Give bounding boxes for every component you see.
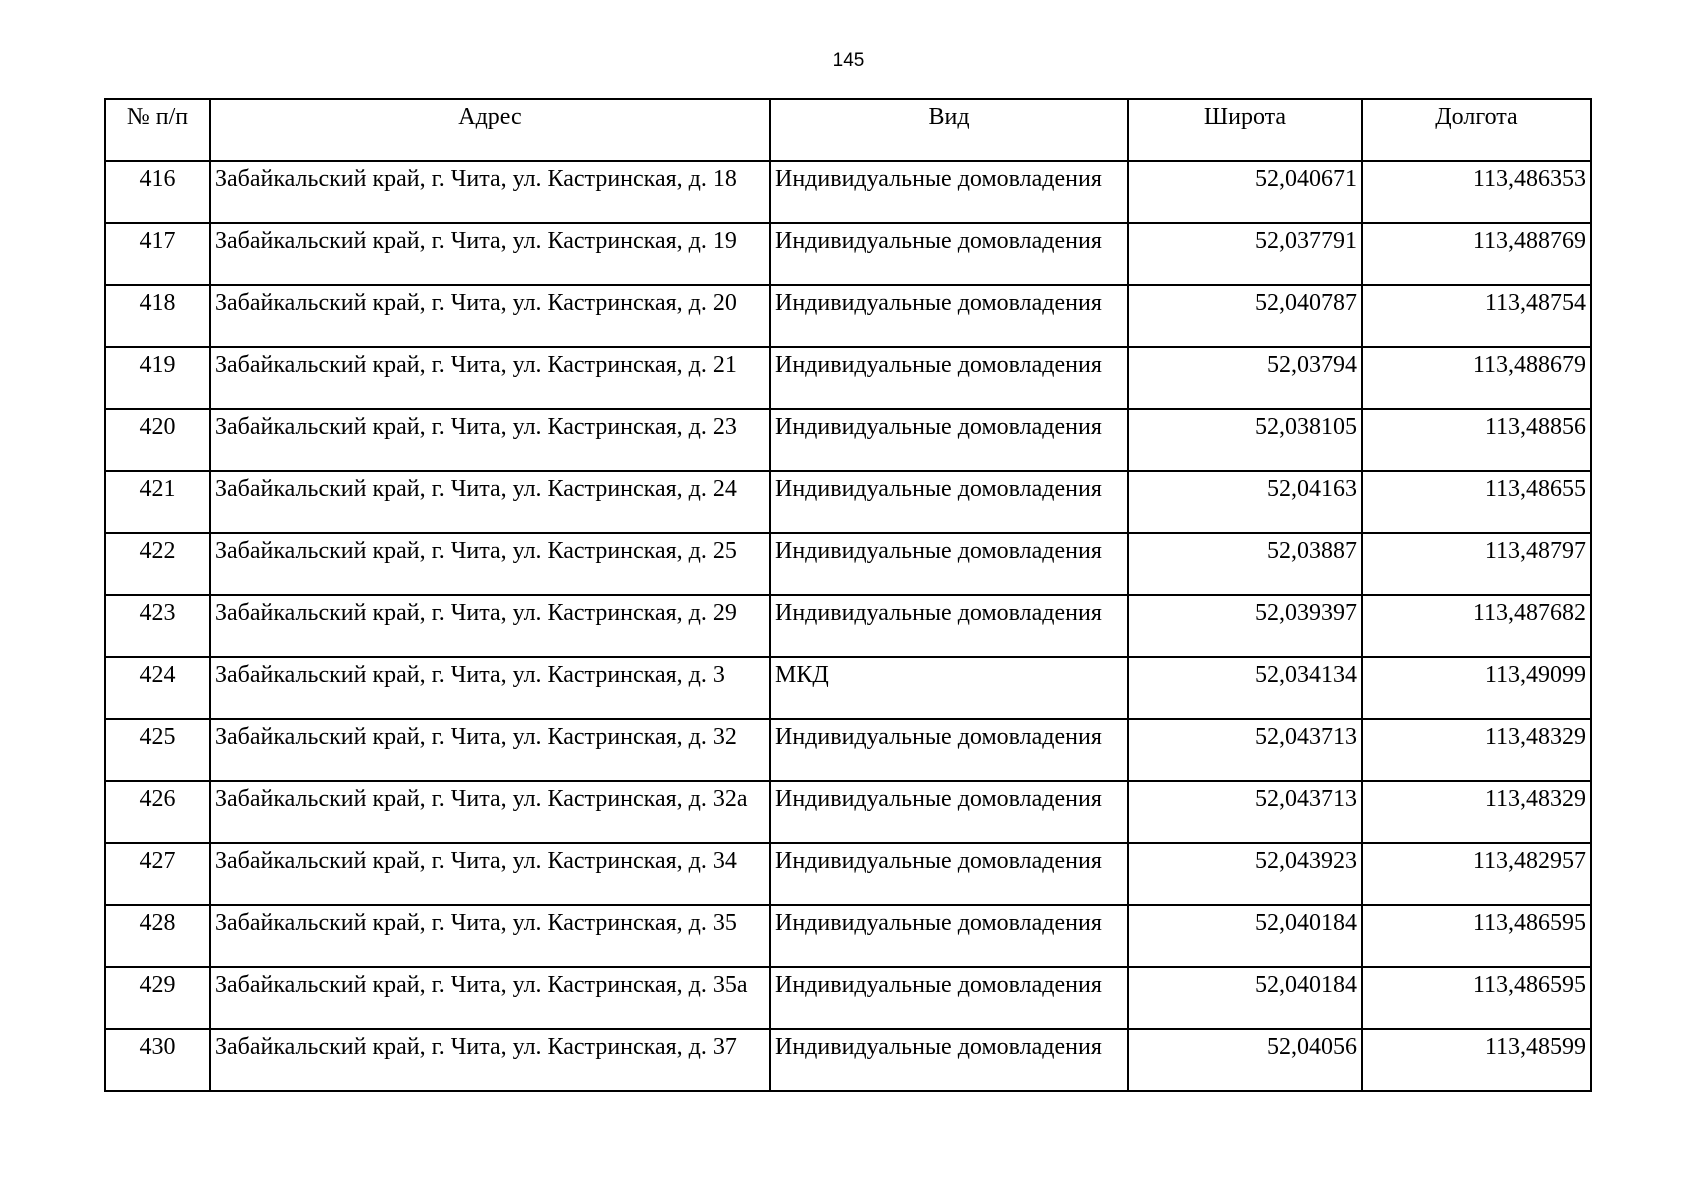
cell-num: 425 (105, 719, 210, 781)
cell-num: 417 (105, 223, 210, 285)
cell-lon: 113,486595 (1362, 905, 1591, 967)
cell-lon: 113,48797 (1362, 533, 1591, 595)
cell-lat: 52,04056 (1128, 1029, 1362, 1091)
cell-lat: 52,040184 (1128, 905, 1362, 967)
cell-lat: 52,043923 (1128, 843, 1362, 905)
cell-address: Забайкальский край, г. Чита, ул. Кастринская, д. 25 (210, 533, 770, 595)
cell-lat: 52,040671 (1128, 161, 1362, 223)
cell-address: Забайкальский край, г. Чита, ул. Кастринская, д. 24 (210, 471, 770, 533)
cell-type: Индивидуальные домовладения (770, 533, 1128, 595)
cell-type: Индивидуальные домовладения (770, 843, 1128, 905)
cell-type: Индивидуальные домовладения (770, 781, 1128, 843)
table-row (105, 843, 1591, 905)
cell-type: Индивидуальные домовладения (770, 595, 1128, 657)
cell-lat: 52,03887 (1128, 533, 1362, 595)
cell-lat: 52,040787 (1128, 285, 1362, 347)
cell-lat: 52,040184 (1128, 967, 1362, 1029)
table-row (105, 967, 1591, 1029)
header-address: Адрес (210, 99, 770, 161)
cell-lon: 113,486595 (1362, 967, 1591, 1029)
cell-address: Забайкальский край, г. Чита, ул. Кастринская, д. 34 (210, 843, 770, 905)
table-row (105, 1029, 1591, 1091)
cell-address: Забайкальский край, г. Чита, ул. Кастринская, д. 18 (210, 161, 770, 223)
cell-lon: 113,488679 (1362, 347, 1591, 409)
header-type: Вид (770, 99, 1128, 161)
cell-lon: 113,482957 (1362, 843, 1591, 905)
cell-address: Забайкальский край, г. Чита, ул. Кастринская, д. 32а (210, 781, 770, 843)
cell-lat: 52,034134 (1128, 657, 1362, 719)
table-row (105, 905, 1591, 967)
cell-address: Забайкальский край, г. Чита, ул. Кастринская, д. 20 (210, 285, 770, 347)
cell-type: Индивидуальные домовладения (770, 967, 1128, 1029)
cell-type: Индивидуальные домовладения (770, 905, 1128, 967)
cell-type: Индивидуальные домовладения (770, 719, 1128, 781)
cell-address: Забайкальский край, г. Чита, ул. Кастринская, д. 35 (210, 905, 770, 967)
table-row (105, 471, 1591, 533)
cell-num: 422 (105, 533, 210, 595)
cell-address: Забайкальский край, г. Чита, ул. Кастринская, д. 3 (210, 657, 770, 719)
table-row (105, 161, 1591, 223)
cell-address: Забайкальский край, г. Чита, ул. Кастринская, д. 21 (210, 347, 770, 409)
cell-num: 423 (105, 595, 210, 657)
table-header-row (105, 99, 1591, 161)
cell-lon: 113,49099 (1362, 657, 1591, 719)
cell-address: Забайкальский край, г. Чита, ул. Кастринская, д. 35а (210, 967, 770, 1029)
table-row (105, 223, 1591, 285)
cell-lon: 113,48754 (1362, 285, 1591, 347)
cell-num: 418 (105, 285, 210, 347)
cell-type: Индивидуальные домовладения (770, 409, 1128, 471)
cell-num: 416 (105, 161, 210, 223)
table-row (105, 347, 1591, 409)
cell-lon: 113,488769 (1362, 223, 1591, 285)
header-lat: Широта (1128, 99, 1362, 161)
cell-lon: 113,48655 (1362, 471, 1591, 533)
cell-num: 419 (105, 347, 210, 409)
header-num: № п/п (105, 99, 210, 161)
cell-lon: 113,48599 (1362, 1029, 1591, 1091)
table-row (105, 719, 1591, 781)
table-body (105, 161, 1591, 1091)
cell-lat: 52,043713 (1128, 781, 1362, 843)
header-lon: Долгота (1362, 99, 1591, 161)
cell-num: 428 (105, 905, 210, 967)
cell-type: Индивидуальные домовладения (770, 223, 1128, 285)
table-row (105, 781, 1591, 843)
cell-type: Индивидуальные домовладения (770, 161, 1128, 223)
cell-lat: 52,043713 (1128, 719, 1362, 781)
cell-lat: 52,039397 (1128, 595, 1362, 657)
cell-lon: 113,48329 (1362, 781, 1591, 843)
cell-num: 420 (105, 409, 210, 471)
cell-address: Забайкальский край, г. Чита, ул. Кастринская, д. 29 (210, 595, 770, 657)
page-number: 145 (832, 50, 865, 71)
cell-num: 429 (105, 967, 210, 1029)
table-row (105, 657, 1591, 719)
table-row (105, 409, 1591, 471)
cell-num: 427 (105, 843, 210, 905)
cell-address: Забайкальский край, г. Чита, ул. Кастринская, д. 32 (210, 719, 770, 781)
cell-lat: 52,04163 (1128, 471, 1362, 533)
table-row (105, 533, 1591, 595)
cell-type: Индивидуальные домовладения (770, 285, 1128, 347)
address-table (104, 98, 1592, 1092)
cell-lat: 52,03794 (1128, 347, 1362, 409)
cell-lon: 113,486353 (1362, 161, 1591, 223)
cell-address: Забайкальский край, г. Чита, ул. Кастринская, д. 23 (210, 409, 770, 471)
cell-num: 426 (105, 781, 210, 843)
cell-lon: 113,48856 (1362, 409, 1591, 471)
table-row (105, 285, 1591, 347)
cell-type: Индивидуальные домовладения (770, 347, 1128, 409)
cell-address: Забайкальский край, г. Чита, ул. Кастринская, д. 19 (210, 223, 770, 285)
cell-lon: 113,48329 (1362, 719, 1591, 781)
cell-num: 430 (105, 1029, 210, 1091)
cell-num: 424 (105, 657, 210, 719)
cell-type: Индивидуальные домовладения (770, 471, 1128, 533)
cell-address: Забайкальский край, г. Чита, ул. Кастринская, д. 37 (210, 1029, 770, 1091)
cell-lat: 52,037791 (1128, 223, 1362, 285)
cell-type: МКД (770, 657, 1128, 719)
cell-type: Индивидуальные домовладения (770, 1029, 1128, 1091)
cell-num: 421 (105, 471, 210, 533)
cell-lat: 52,038105 (1128, 409, 1362, 471)
cell-lon: 113,487682 (1362, 595, 1591, 657)
table-row (105, 595, 1591, 657)
